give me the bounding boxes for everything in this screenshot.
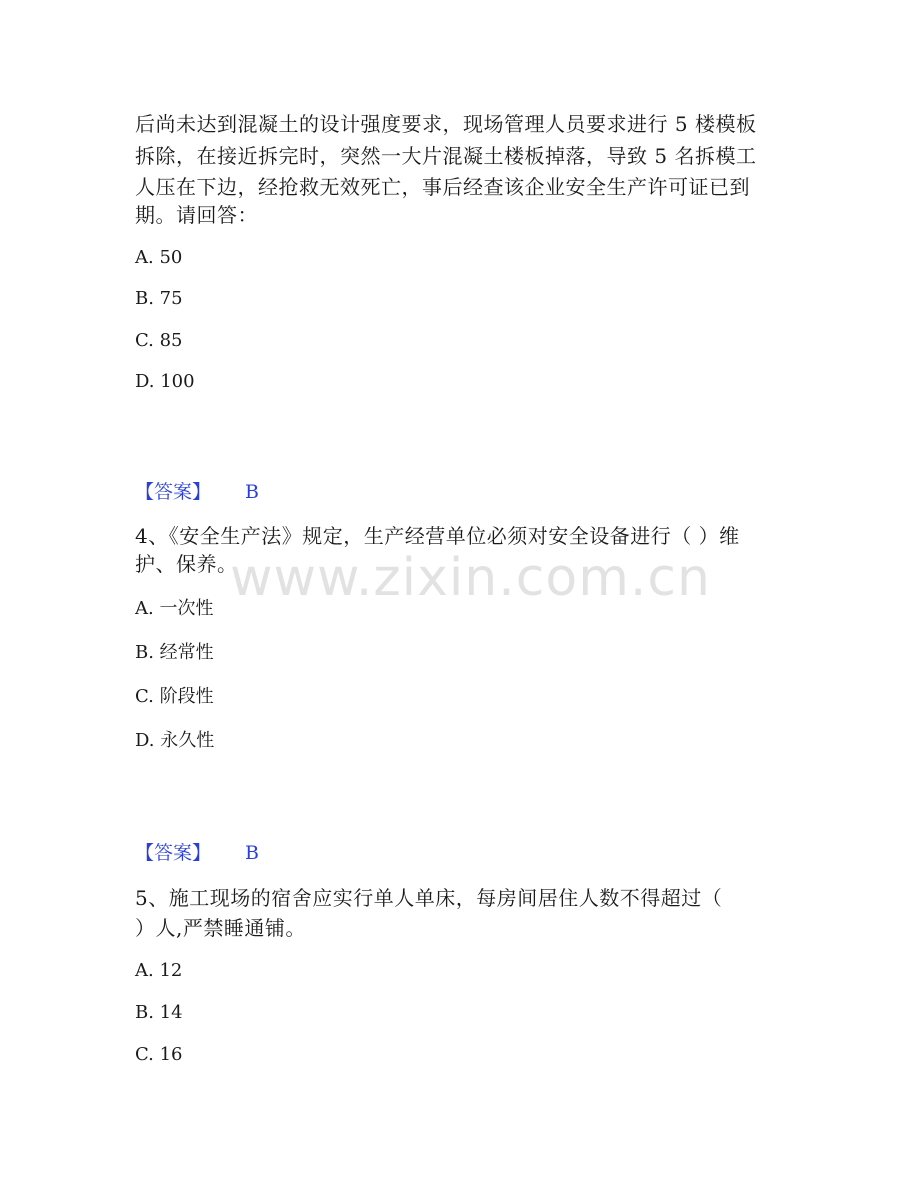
answer-value: B bbox=[245, 842, 259, 864]
question3-option-a: A. 50 bbox=[135, 247, 183, 268]
question3-text-line-2: 拆除，在接近拆完时，突然一大片混凝土楼板掉落，导致 5 名拆模工 bbox=[135, 144, 757, 168]
question4-option-a: A. 一次性 bbox=[135, 598, 214, 619]
answer-label: 【答案】 bbox=[135, 842, 212, 864]
question4-option-d: D. 永久性 bbox=[135, 730, 215, 751]
question3-text-line-4: 期。请回答： bbox=[135, 203, 258, 227]
watermark: www.zixin.com.cn bbox=[230, 548, 711, 608]
question3-answer bbox=[135, 478, 259, 506]
question4-option-c: C. 阶段性 bbox=[135, 686, 214, 707]
question3-option-c: C. 85 bbox=[135, 330, 183, 351]
answer-value: B bbox=[245, 481, 259, 503]
question3-option-b: B. 75 bbox=[135, 288, 183, 309]
question5-option-b: B. 14 bbox=[135, 1002, 183, 1023]
question4-answer bbox=[135, 839, 259, 867]
question3-option-d: D. 100 bbox=[135, 371, 195, 392]
question5-text-line-2: ）人,严禁睡通铺。 bbox=[135, 916, 306, 940]
answer-label: 【答案】 bbox=[135, 481, 212, 503]
question3-text-line-3: 人压在下边，经抢救无效死亡，事后经查该企业安全生产许可证已到 bbox=[135, 175, 750, 199]
question4-text-line-2: 护、保养。 bbox=[135, 552, 238, 576]
question5-text-line-1: 5、施工现场的宿舍应实行单人单床，每房间居住人数不得超过（ bbox=[135, 886, 723, 910]
question4-text-line-1: 4、《安全生产法》规定，生产经营单位必须对安全设备进行（ ）维 bbox=[135, 524, 740, 548]
question5-option-c: C. 16 bbox=[135, 1044, 183, 1065]
question5-option-a: A. 12 bbox=[135, 960, 183, 981]
question4-option-b: B. 经常性 bbox=[135, 642, 214, 663]
question3-text-line-1: 后尚未达到混凝土的设计强度要求，现场管理人员要求进行 5 楼模板 bbox=[135, 112, 757, 136]
